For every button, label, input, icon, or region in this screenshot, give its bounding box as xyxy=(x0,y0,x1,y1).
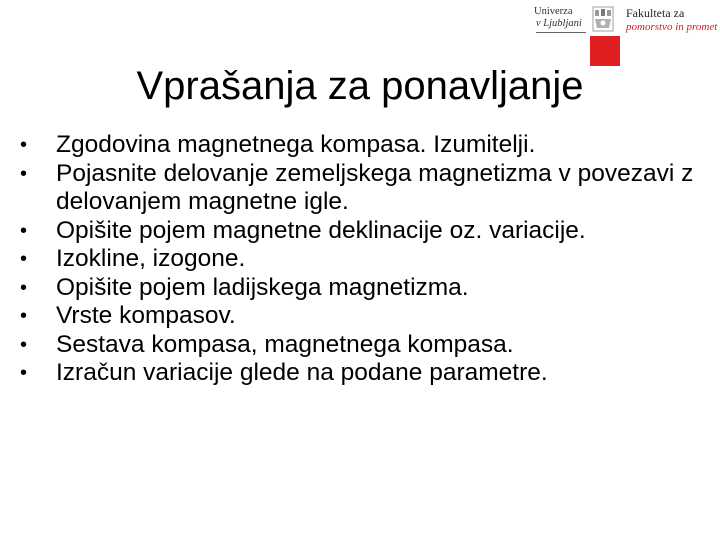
bullet-icon: • xyxy=(20,134,28,156)
bullet-icon: • xyxy=(20,162,28,185)
list-item-text: Pojasnite delovanje zemeljskega magnetizma v povezavi z delovanjem magnetne igle. xyxy=(56,159,694,215)
bullet-icon: • xyxy=(20,276,28,299)
list-item xyxy=(20,245,710,274)
bullet-icon: • xyxy=(20,333,28,356)
list-item xyxy=(20,331,710,360)
bullet-icon: • xyxy=(20,219,28,242)
university-name: Univerza xyxy=(534,6,573,17)
list-item xyxy=(20,131,710,160)
list-item xyxy=(20,274,710,303)
faculty-name: Fakulteta za xyxy=(626,6,685,20)
bullet-icon: • xyxy=(20,362,28,384)
list-item xyxy=(20,302,710,331)
list-item xyxy=(20,160,710,217)
list-item-text: Izračun variacije glede na podane parametre. xyxy=(56,359,548,386)
faculty-subname: pomorstvo in promet xyxy=(626,21,718,33)
list-item-text: Opišite pojem ladijskega magnetizma. xyxy=(56,273,469,301)
list-item xyxy=(20,217,710,246)
list-item-text: Vrste kompasov. xyxy=(56,302,236,329)
university-logo-text xyxy=(534,6,590,30)
bullet-icon: • xyxy=(20,305,28,327)
university-city: v Ljubljani xyxy=(536,18,582,29)
list-item-text: Opišite pojem magnetne deklinacije oz. variacije. xyxy=(56,216,586,244)
list-item-text: Izokline, izogone. xyxy=(56,245,246,272)
list-item-text: Sestava kompasa, magnetnega kompasa. xyxy=(56,330,514,358)
question-list xyxy=(20,131,710,388)
list-item-text: Zgodovina magnetnega kompasa. Izumitelji. xyxy=(56,131,536,158)
list-item xyxy=(20,359,710,388)
slide-title: Vprašanja za ponavljanje xyxy=(136,64,584,108)
faculty-logo-text xyxy=(626,6,717,34)
university-emblem-icon xyxy=(592,6,614,32)
university-logo-rule xyxy=(536,32,586,33)
header-logos xyxy=(534,4,718,68)
bullet-icon: • xyxy=(20,248,28,270)
